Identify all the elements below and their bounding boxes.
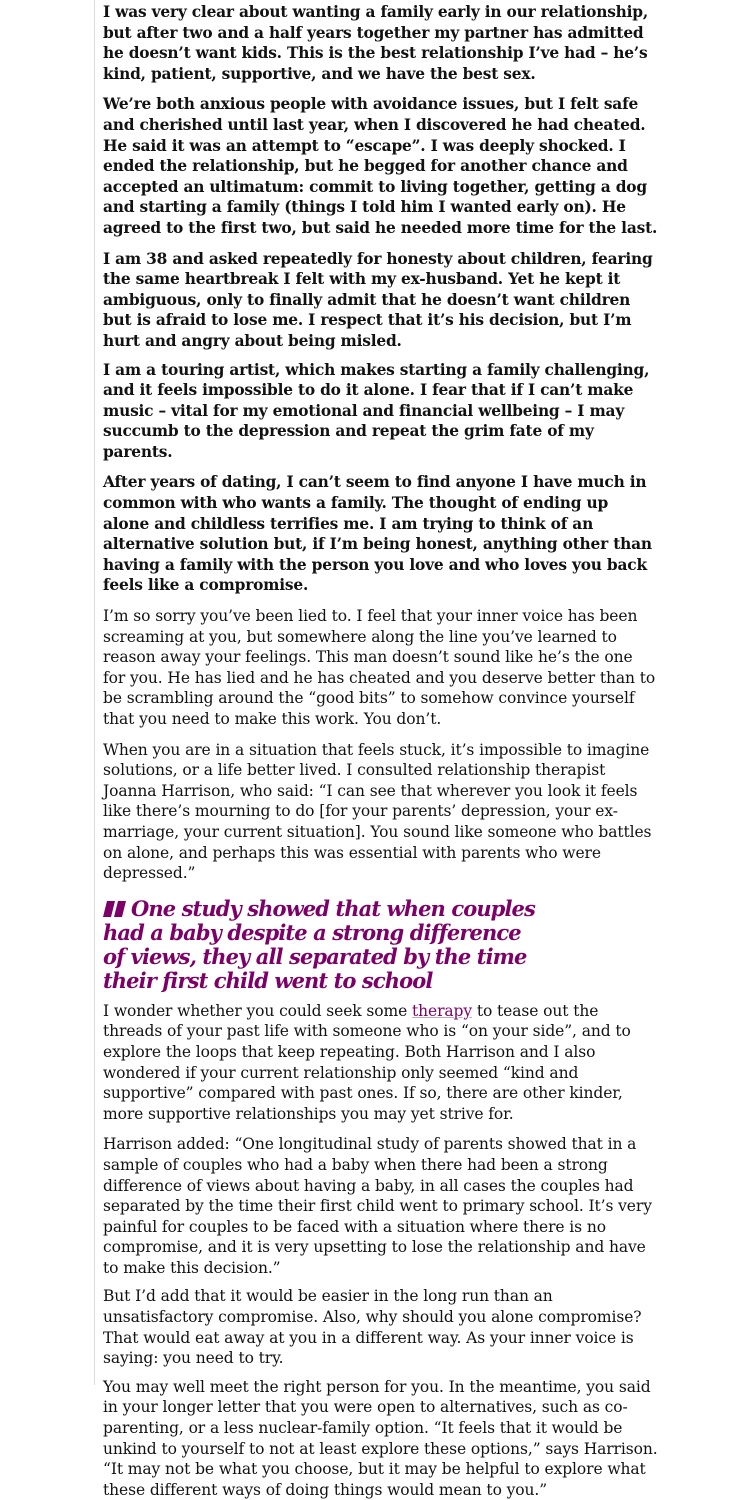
quote-mark-icon — [103, 901, 127, 917]
response-paragraph-therapy — [103, 1001, 658, 1125]
response-paragraph: Harrison added: “One longitudinal study of parents showed that in a sample of couples who had a baby when there had been a strong difference of views about having a baby, in all cases the couples had separated by the time their first child went to primary school. It’s very painful for couples to be faced with a situation where there is no compromise, and it is very upsetting to lose the relationship and have to make this decision.” — [103, 1135, 652, 1277]
letter-paragraph: After years of dating, I can’t seem to find anyone I have much in common with who wants a family. The thought of ending up alone and childless terrifies me. I am trying to think of an alternative solution but, if I’m being honest, anything other than having a family with the person you love and who loves you back feels like a compromise. — [103, 473, 652, 595]
pull-quote-text: One study showed that when couples had a baby despite a strong difference of views, they all separated by the time their first child went to school — [103, 895, 535, 993]
response-paragraph: I’m so sorry you’ve been lied to. I feel that your inner voice has been screaming at you, but somewhere along the line you’ve learned to reason away your feelings. This man doesn’t sound like he’s the one for you. He has lied and he has cheated and you deserve better than to be scrambling around the “good bits” to somehow convince yourself that you need to make this work. You don’t. — [103, 607, 656, 728]
left-column-rule — [94, 0, 95, 1385]
article-body — [103, 2, 658, 1500]
response-paragraph: When you are in a situation that feels stuck, it’s impossible to imagine solutions, or a life better lived. I consulted relationship therapist Joanna Harrison, who said: “I can see that wherever you look it feels like there’s mourning to do [for your parents’ depression, your ex-marriage, your current situation]. You sound like someone who battles on alone, and perhaps this was essential with parents who were depressed.” — [103, 740, 652, 883]
pull-quote — [103, 897, 543, 993]
response-paragraph: You may well meet the right person for you. In the meantime, you said in your longer letter that you were open to alternatives, such as co-parenting, or a less nuclear-family option. “It feels that it would be unkind to yourself to not at least explore these options,” says Harrison. “It may not be what you choose, but it may be helpful to explore what these different ways of doing things would mean to you.” — [103, 1377, 658, 1499]
letter-paragraph: I am a touring artist, which makes starting a family challenging, and it feels impossible to do it alone. I fear that if I can’t make music – vital for my emotional and financial wellbeing – I may succumb to the depression and repeat the grim fate of my parents. — [103, 360, 650, 461]
therapy-paragraph-before: I wonder whether you could seek some — [103, 1001, 413, 1020]
therapy-paragraph-after: to tease out the threads of your past life with someone who is “on your side”, and to explore the loops that keep repeating. Both Harrison and I also wondered if your current relationship only seemed “kind and supportive” compared with past ones. If so, there are other kinder, more supportive relationships you may yet strive for. — [103, 1001, 631, 1123]
letter-paragraph: I was very clear about wanting a family early in our relationship, but after two and a half years together my partner has admitted he doesn’t want kids. This is the best relationship I’ve had – he’s kind, patient, supportive, and we have the best sex. — [103, 3, 649, 83]
letter-paragraph: I am 38 and asked repeatedly for honesty about children, fearing the same heartbreak I felt with my ex-husband. Yet he kept it ambiguous, only to finally admit that he doesn’t want children but is afraid to lose me. I respect that it’s his decision, but I’m hurt and angry about being misled. — [103, 249, 653, 350]
therapy-link[interactable]: therapy — [412, 1001, 473, 1020]
response-paragraph: But I’d add that it would be easier in the long run than an unsatisfactory compromise. Also, why should you alone compromise? That would eat away at you in a different way. As your inner voice is saying: you need to try. — [103, 1287, 642, 1368]
letter-paragraph: We’re both anxious people with avoidance issues, but I felt safe and cherished until last year, when I discovered he had cheated. He said it was an attempt to “escape”. I was deeply shocked. I ended the relationship, but he begged for another chance and accepted an ultimatum: commit to living together, getting a dog and starting a family (things I told him I wanted early on). He agreed to the first two, but said he needed more time for the last. — [103, 95, 658, 237]
